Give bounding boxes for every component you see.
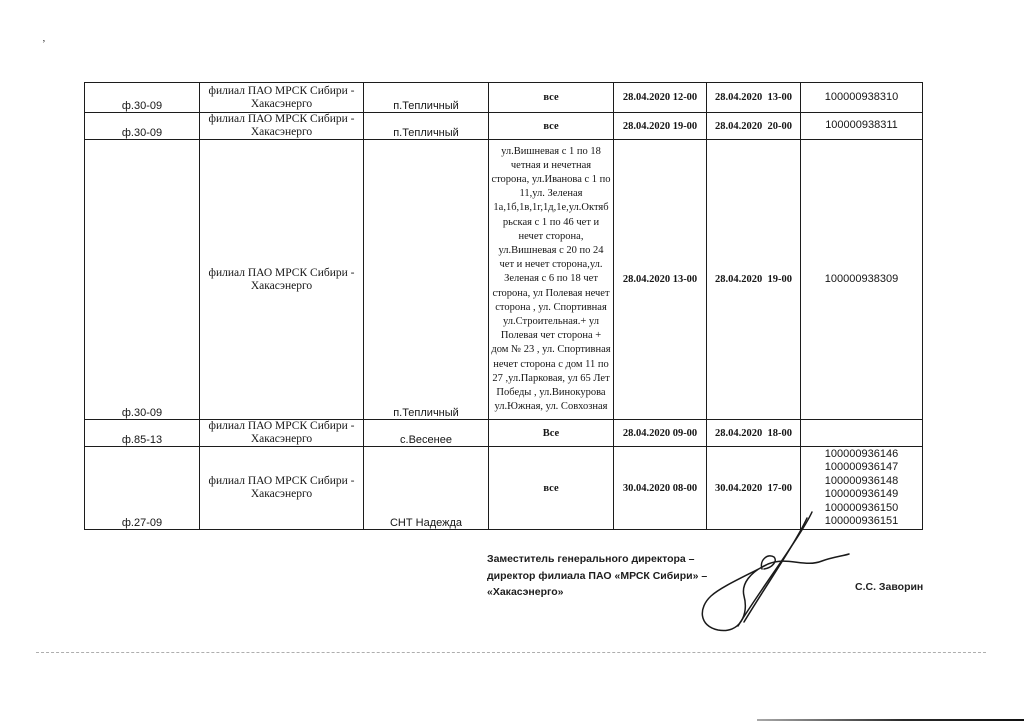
table-row — [85, 140, 923, 420]
cell-end-datetime: 28.04.2020 13-00 — [707, 83, 801, 113]
cell-affected-area: все — [489, 113, 614, 140]
cell-request-number: 100000938309 — [801, 140, 923, 420]
cell-end-datetime: 30.04.2020 17-00 — [707, 447, 801, 530]
cell-request-number — [801, 420, 923, 447]
cell-organization: филиал ПАО МРСК Сибири - Хакасэнерго — [200, 447, 364, 530]
request-number: 100000936149 — [824, 488, 899, 500]
cell-start-datetime: 30.04.2020 08-00 — [614, 447, 707, 530]
cell-locality: п.Тепличный — [364, 113, 489, 140]
cell-request-number: 100000938311 — [801, 113, 923, 140]
cell-locality: п.Тепличный — [364, 83, 489, 113]
outage-schedule-table — [84, 82, 923, 530]
cell-end-datetime: 28.04.2020 18-00 — [707, 420, 801, 447]
signatory-title-line: Заместитель генерального директора – — [487, 553, 695, 565]
scan-bottom-edge-line — [757, 719, 1024, 721]
cell-affected-area: все — [489, 447, 614, 530]
scan-dotted-rule — [36, 652, 986, 653]
table-row — [85, 420, 923, 447]
cell-request-number: 100000938310 — [801, 83, 923, 113]
cell-locality: с.Весенее — [364, 420, 489, 447]
cell-start-datetime: 28.04.2020 19-00 — [614, 113, 707, 140]
cell-feeder-code: ф.30-09 — [85, 83, 200, 113]
cell-affected-area: Все — [489, 420, 614, 447]
cell-start-datetime: 28.04.2020 12-00 — [614, 83, 707, 113]
cell-start-datetime: 28.04.2020 13-00 — [614, 140, 707, 420]
signatory-title-line: директор филиала ПАО «МРСК Сибири» – — [487, 569, 708, 582]
cell-organization: филиал ПАО МРСК Сибири - Хакасэнерго — [200, 420, 364, 447]
request-number: 100000936151 — [824, 515, 899, 527]
cell-locality: п.Тепличный — [364, 140, 489, 420]
streets-text: ул.Вишневая с 1 по 18 четная и нечетная сторона, ул.Иванова с 1 по 11,ул. Зеленая 1а,1б,1в,1г,1д,1е,ул.Октябрьская с 1 по 46 чет и нечет сторона, ул.Вишневая с 20 по 24 чет и нечет сторона,ул. Зеленая с 6 по 18 чет сторона, ул Полевая нечет сторона , ул. Спортивная ул.Строительная.+ ул Полевая чет сторона + дом № 23 , ул. Спортивная нечет сторона с дом 11 по 27 ,ул.Парковая, ул 65 Лет Победы , ул.Винокурова ул.Южная, ул. Совхозная — [491, 145, 611, 413]
scan-speck: ’ — [42, 38, 46, 50]
table-row — [85, 113, 923, 140]
cell-feeder-code: ф.27-09 — [85, 447, 200, 530]
cell-feeder-code: ф.30-09 — [85, 140, 200, 420]
signatory-title-line: «Хакасэнерго» — [487, 586, 564, 598]
cell-organization: филиал ПАО МРСК Сибири - Хакасэнерго — [200, 140, 364, 420]
request-number: 100000936148 — [824, 474, 899, 487]
cell-organization: филиал ПАО МРСК Сибири - Хакасэнерго — [200, 83, 364, 113]
cell-locality: СНТ Надежда — [364, 447, 489, 530]
cell-feeder-code: ф.85-13 — [85, 420, 200, 447]
cell-end-datetime: 28.04.2020 19-00 — [707, 140, 801, 420]
table-row — [85, 83, 923, 113]
handwritten-signature — [688, 498, 863, 643]
signatory-name: С.С. Заворин — [855, 581, 924, 593]
cell-affected-area: все — [489, 83, 614, 113]
request-number: 100000936147 — [824, 461, 899, 473]
request-number: 100000936146 — [824, 447, 899, 460]
cell-organization: филиал ПАО МРСК Сибири - Хакасэнерго — [200, 113, 364, 140]
cell-end-datetime: 28.04.2020 20-00 — [707, 113, 801, 140]
cell-affected-streets — [489, 140, 614, 420]
cell-feeder-code: ф.30-09 — [85, 113, 200, 140]
cell-start-datetime: 28.04.2020 09-00 — [614, 420, 707, 447]
request-number: 100000936150 — [824, 501, 899, 514]
